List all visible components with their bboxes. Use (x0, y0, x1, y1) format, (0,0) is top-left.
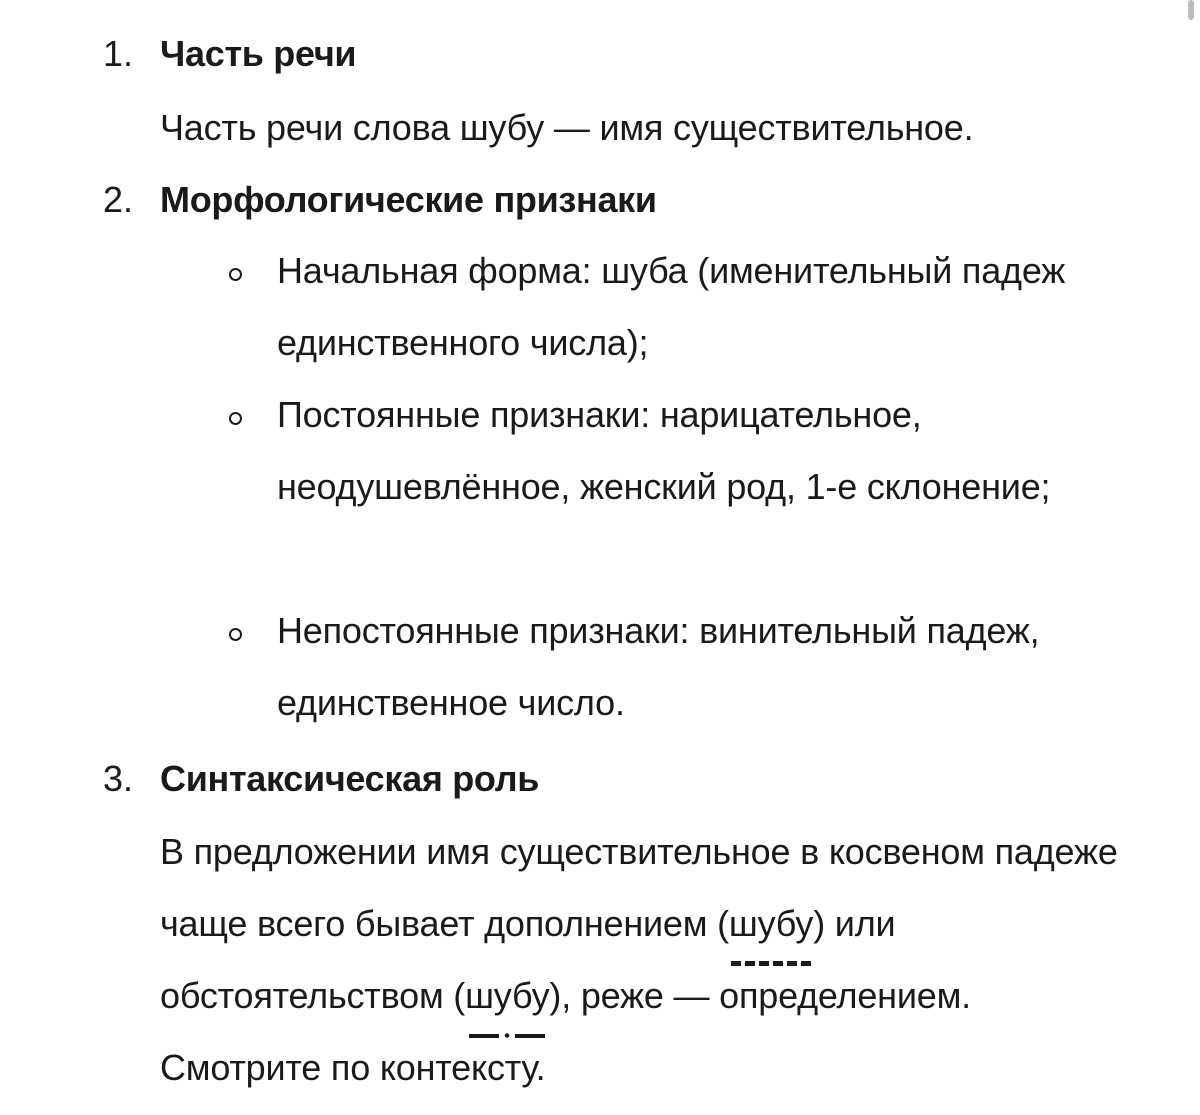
section-heading-syntax: Синтаксическая роль (160, 758, 540, 799)
bullet-item-variable-features: Непостоянные признаки: винительный падеж, единственное число. (277, 610, 1040, 723)
syntax-text-middle: ) или обстоятельством ( (160, 903, 896, 1016)
list-number: 2. (103, 179, 134, 220)
bullet-icon (229, 628, 242, 641)
object-word-underlined: шубу (729, 888, 813, 960)
syntax-text-before: В предложении имя существительное в косвеном падеже чаще всего бывает дополнением ( (160, 831, 1118, 944)
section-text-syntax (160, 816, 1140, 1104)
bullet-icon (229, 412, 242, 425)
list-number: 1. (103, 33, 134, 74)
section-heading-morphology: Морфологические признаки (160, 179, 657, 220)
section-heading-part-of-speech: Часть речи (160, 33, 357, 74)
list-number: 3. (103, 758, 134, 799)
adverbial-word-underlined: шубу (465, 960, 549, 1032)
bullet-item-constant-features: Постоянные признаки: нарицательное, неодушевлённое, женский род, 1-е склонение; (277, 394, 1051, 507)
section-text-part-of-speech: Часть речи слова шубу — имя существительное. (160, 107, 974, 148)
scrollbar[interactable] (1188, 0, 1194, 20)
bullet-icon (229, 268, 242, 281)
syntax-text-after: ), реже — определением. Смотрите по контексту. (160, 975, 971, 1088)
bullet-item-initial-form: Начальная форма: шуба (именительный падеж единственного числа); (277, 250, 1066, 363)
